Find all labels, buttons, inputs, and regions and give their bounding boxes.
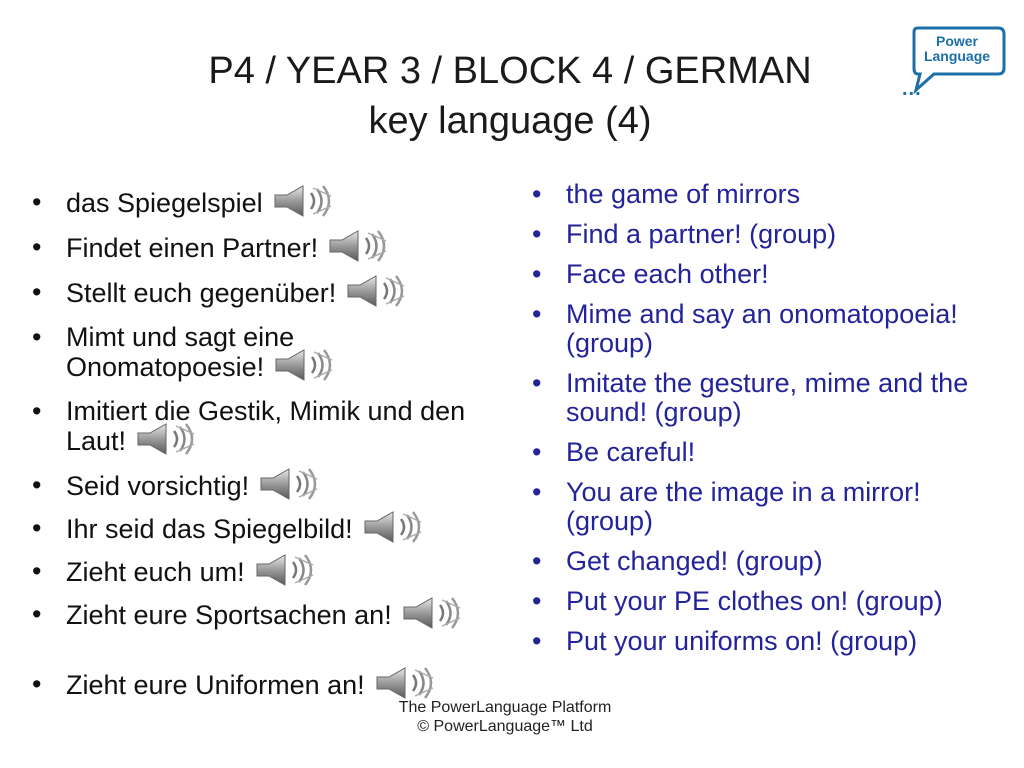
german-item: • Stellt euch gegenüber! bbox=[26, 278, 506, 312]
english-item: • Get changed! (group) bbox=[526, 547, 996, 576]
german-item: • Zieht eure Uniformen an! bbox=[26, 670, 506, 704]
english-item: • Mime and say an onomatopoeia! (group) bbox=[526, 300, 996, 358]
german-item: • Imitiert die Gestik, Mimik und den Laut! bbox=[26, 397, 486, 460]
english-item: • Face each other! bbox=[526, 260, 996, 289]
logo-line2: Language bbox=[923, 48, 991, 64]
speaker-icon[interactable] bbox=[363, 510, 429, 544]
english-item: • the game of mirrors bbox=[526, 180, 996, 209]
german-item: • Mimt und sagt eine Onomatopoesie! bbox=[26, 323, 406, 386]
slide-title bbox=[120, 46, 900, 146]
english-item: • Put your uniforms on! (group) bbox=[526, 627, 996, 656]
speaker-icon[interactable] bbox=[255, 553, 321, 587]
german-item: • das Spiegelspiel bbox=[26, 188, 506, 222]
slide-title-line1: P4 / YEAR 3 / BLOCK 4 / GERMAN bbox=[208, 50, 812, 92]
german-item: • Zieht eure Sportsachen an! bbox=[26, 600, 506, 634]
logo-dots: ... bbox=[902, 78, 922, 100]
german-item: • Seid vorsichtig! bbox=[26, 471, 506, 505]
english-item: • Put your PE clothes on! (group) bbox=[526, 587, 996, 616]
english-item: • Be careful! bbox=[526, 438, 996, 467]
speaker-icon[interactable] bbox=[259, 467, 325, 501]
logo-text bbox=[918, 34, 996, 64]
footer bbox=[340, 698, 670, 736]
speaker-icon[interactable] bbox=[274, 348, 340, 382]
german-item: • Ihr seid das Spiegelbild! bbox=[26, 514, 506, 548]
english-item: • Find a partner! (group) bbox=[526, 220, 996, 249]
speaker-icon[interactable] bbox=[346, 274, 412, 308]
slide-title-line2: key language (4) bbox=[368, 100, 652, 142]
speaker-icon[interactable] bbox=[375, 666, 441, 700]
speaker-icon[interactable] bbox=[402, 596, 468, 630]
powerlanguage-logo bbox=[900, 24, 1008, 100]
german-item: • Findet einen Partner! bbox=[26, 233, 506, 267]
speaker-icon[interactable] bbox=[328, 229, 394, 263]
german-item: • Zieht euch um! bbox=[26, 557, 506, 591]
speaker-icon[interactable] bbox=[136, 422, 202, 456]
german-phrase-list bbox=[26, 188, 506, 715]
speaker-icon[interactable] bbox=[273, 184, 339, 218]
english-translation-list bbox=[526, 180, 996, 667]
english-item: • You are the image in a mirror! (group) bbox=[526, 478, 996, 536]
logo-line1: Power bbox=[935, 33, 978, 49]
footer-copyright: © PowerLanguage™ Ltd bbox=[417, 718, 593, 735]
english-item: • Imitate the gesture, mime and the sound! (group) bbox=[526, 369, 996, 427]
footer-platform: The PowerLanguage Platform bbox=[398, 699, 612, 716]
